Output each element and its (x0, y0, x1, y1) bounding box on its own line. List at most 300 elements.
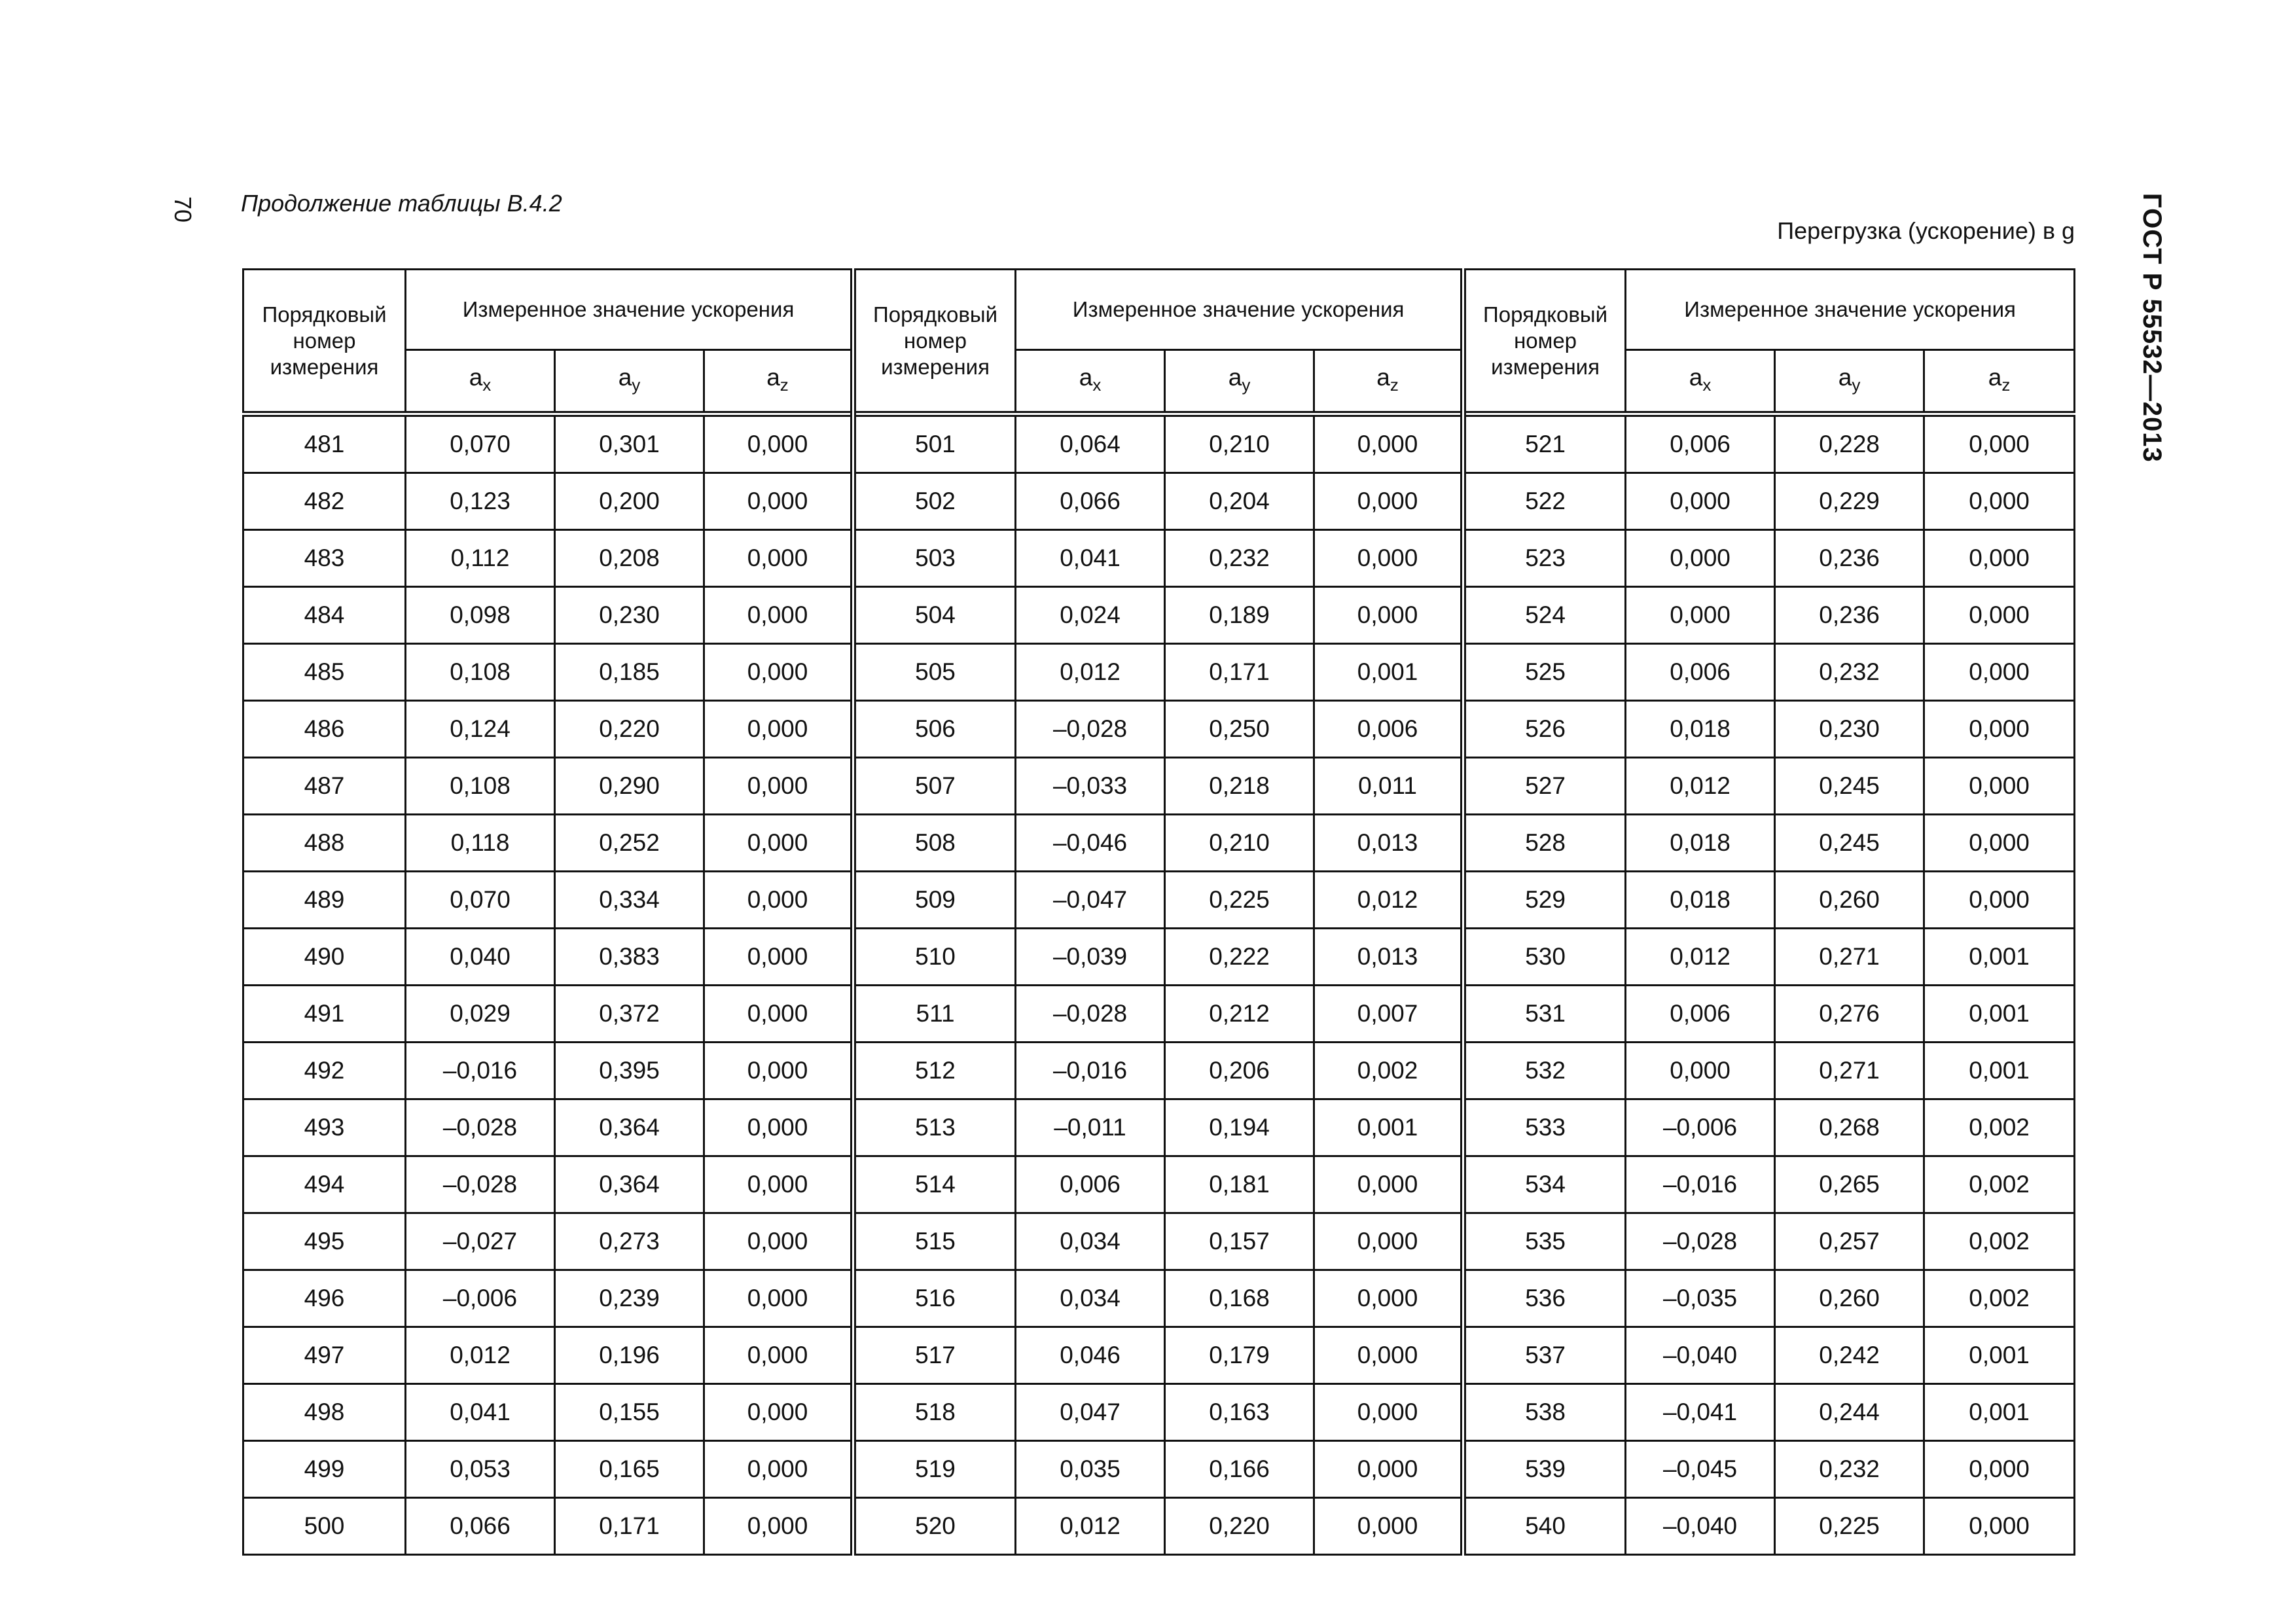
measurement-number-cell: 522 (1463, 473, 1626, 530)
table-row (243, 1327, 2075, 1384)
acceleration-value-cell: 0,001 (1314, 644, 1463, 701)
measurement-number-cell: 495 (243, 1213, 406, 1270)
acceleration-value-cell: 0,066 (1016, 473, 1165, 530)
acceleration-value-cell: 0,006 (1626, 414, 1775, 473)
axis-header (704, 350, 853, 414)
measurement-number-cell: 489 (243, 872, 406, 929)
acceleration-value-cell: 0,000 (704, 872, 853, 929)
table-row (243, 644, 2075, 701)
acceleration-value-cell: 0,000 (704, 758, 853, 815)
axis-header (555, 350, 704, 414)
table-row (243, 1384, 2075, 1441)
table-row (243, 587, 2075, 644)
axis-subscript: z (780, 374, 789, 395)
row-number-header: Порядковый номер измерения (243, 270, 406, 414)
axis-subscript: x (482, 374, 492, 395)
acceleration-value-cell: 0,232 (1165, 530, 1314, 587)
acceleration-value-cell: 0,171 (1165, 644, 1314, 701)
axis-header-row (243, 350, 2075, 414)
acceleration-value-cell: 0,166 (1165, 1441, 1314, 1498)
acceleration-value-cell: –0,040 (1626, 1327, 1775, 1384)
axis-subscript: x (1702, 374, 1712, 395)
acceleration-value-cell: –0,016 (1016, 1043, 1165, 1099)
acceleration-value-cell: 0,383 (555, 929, 704, 986)
table-row (243, 929, 2075, 986)
acceleration-value-cell: 0,245 (1775, 758, 1924, 815)
measurement-number-cell: 502 (853, 473, 1016, 530)
acceleration-value-cell: 0,225 (1775, 1498, 1924, 1555)
acceleration-value-cell: 0,000 (704, 530, 853, 587)
acceleration-value-cell: 0,290 (555, 758, 704, 815)
acceleration-value-cell: 0,220 (1165, 1498, 1314, 1555)
axis-symbol: a (1838, 363, 1852, 391)
acceleration-value-cell: 0,230 (555, 587, 704, 644)
acceleration-group-header: Измеренное значение ускорения (406, 270, 853, 350)
measurement-number-cell: 481 (243, 414, 406, 473)
acceleration-value-cell: 0,034 (1016, 1213, 1165, 1270)
acceleration-value-cell: 0,229 (1775, 473, 1924, 530)
acceleration-value-cell: –0,041 (1626, 1384, 1775, 1441)
acceleration-value-cell: 0,000 (1924, 644, 2075, 701)
acceleration-value-cell: 0,189 (1165, 587, 1314, 644)
acceleration-value-cell: 0,000 (1314, 473, 1463, 530)
acceleration-value-cell: 0,181 (1165, 1156, 1314, 1213)
acceleration-value-cell: 0,268 (1775, 1099, 1924, 1156)
acceleration-value-cell: 0,257 (1775, 1213, 1924, 1270)
measurement-number-cell: 504 (853, 587, 1016, 644)
acceleration-value-cell: –0,039 (1016, 929, 1165, 986)
measurement-number-cell: 528 (1463, 815, 1626, 872)
acceleration-value-cell: 0,006 (1016, 1156, 1165, 1213)
acceleration-value-cell: 0,168 (1165, 1270, 1314, 1327)
acceleration-value-cell: 0,212 (1165, 986, 1314, 1043)
measurement-number-cell: 526 (1463, 701, 1626, 758)
measurement-number-cell: 521 (1463, 414, 1626, 473)
axis-header (1314, 350, 1463, 414)
measurement-number-cell: 498 (243, 1384, 406, 1441)
acceleration-value-cell: –0,028 (1626, 1213, 1775, 1270)
measurement-number-cell: 500 (243, 1498, 406, 1555)
acceleration-value-cell: 0,236 (1775, 530, 1924, 587)
measurement-number-cell: 496 (243, 1270, 406, 1327)
acceleration-value-cell: 0,000 (1314, 587, 1463, 644)
acceleration-value-cell: 0,024 (1016, 587, 1165, 644)
acceleration-value-cell: 0,002 (1924, 1270, 2075, 1327)
acceleration-value-cell: 0,000 (1924, 872, 2075, 929)
acceleration-value-cell: 0,232 (1775, 1441, 1924, 1498)
measurement-number-cell: 484 (243, 587, 406, 644)
acceleration-value-cell: 0,372 (555, 986, 704, 1043)
table-row (243, 1043, 2075, 1099)
acceleration-value-cell: 0,364 (555, 1099, 704, 1156)
measurement-number-cell: 537 (1463, 1327, 1626, 1384)
acceleration-value-cell: 0,012 (406, 1327, 555, 1384)
measurement-number-cell: 534 (1463, 1156, 1626, 1213)
acceleration-value-cell: 0,112 (406, 530, 555, 587)
acceleration-value-cell: 0,206 (1165, 1043, 1314, 1099)
acceleration-value-cell: 0,000 (1626, 587, 1775, 644)
acceleration-value-cell: 0,108 (406, 758, 555, 815)
acceleration-value-cell: 0,118 (406, 815, 555, 872)
acceleration-value-cell: –0,016 (1626, 1156, 1775, 1213)
axis-subscript: y (632, 374, 641, 395)
header-row (243, 270, 2075, 350)
acceleration-value-cell: 0,228 (1775, 414, 1924, 473)
acceleration-value-cell: 0,002 (1924, 1099, 2075, 1156)
measurement-number-cell: 508 (853, 815, 1016, 872)
measurement-number-cell: 483 (243, 530, 406, 587)
measurement-number-cell: 497 (243, 1327, 406, 1384)
measurement-number-cell: 523 (1463, 530, 1626, 587)
acceleration-value-cell: –0,040 (1626, 1498, 1775, 1555)
measurement-number-cell: 509 (853, 872, 1016, 929)
measurement-number-cell: 538 (1463, 1384, 1626, 1441)
measurement-number-cell: 518 (853, 1384, 1016, 1441)
table-row (243, 758, 2075, 815)
table-row (243, 872, 2075, 929)
acceleration-value-cell: 0,276 (1775, 986, 1924, 1043)
measurement-number-cell: 513 (853, 1099, 1016, 1156)
measurement-number-cell: 501 (853, 414, 1016, 473)
acceleration-value-cell: 0,179 (1165, 1327, 1314, 1384)
acceleration-value-cell: 0,260 (1775, 872, 1924, 929)
acceleration-value-cell: –0,035 (1626, 1270, 1775, 1327)
measurement-number-cell: 499 (243, 1441, 406, 1498)
acceleration-value-cell: 0,012 (1626, 929, 1775, 986)
acceleration-value-cell: 0,271 (1775, 1043, 1924, 1099)
measurement-number-cell: 533 (1463, 1099, 1626, 1156)
acceleration-value-cell: 0,364 (555, 1156, 704, 1213)
acceleration-value-cell: 0,000 (1314, 1156, 1463, 1213)
acceleration-value-cell: 0,171 (555, 1498, 704, 1555)
axis-symbol: a (766, 363, 780, 391)
acceleration-value-cell: –0,028 (1016, 701, 1165, 758)
acceleration-value-cell: 0,163 (1165, 1384, 1314, 1441)
acceleration-value-cell: 0,002 (1924, 1213, 2075, 1270)
acceleration-value-cell: 0,000 (1924, 815, 2075, 872)
acceleration-value-cell: –0,011 (1016, 1099, 1165, 1156)
acceleration-value-cell: –0,033 (1016, 758, 1165, 815)
measurement-number-cell: 512 (853, 1043, 1016, 1099)
table-row (243, 1213, 2075, 1270)
acceleration-value-cell: 0,200 (555, 473, 704, 530)
acceleration-value-cell: 0,001 (1924, 929, 2075, 986)
acceleration-value-cell: 0,007 (1314, 986, 1463, 1043)
table-row (243, 414, 2075, 473)
measurement-number-cell: 506 (853, 701, 1016, 758)
acceleration-value-cell: 0,001 (1314, 1099, 1463, 1156)
acceleration-value-cell: 0,000 (704, 701, 853, 758)
measurement-number-cell: 529 (1463, 872, 1626, 929)
acceleration-value-cell: 0,196 (555, 1327, 704, 1384)
acceleration-value-cell: 0,012 (1626, 758, 1775, 815)
measurement-number-cell: 490 (243, 929, 406, 986)
acceleration-value-cell: 0,301 (555, 414, 704, 473)
acceleration-value-cell: 0,260 (1775, 1270, 1924, 1327)
acceleration-value-cell: 0,000 (704, 1270, 853, 1327)
table-row (243, 986, 2075, 1043)
acceleration-value-cell: 0,000 (704, 1213, 853, 1270)
table-row (243, 1156, 2075, 1213)
acceleration-value-cell: 0,273 (555, 1213, 704, 1270)
acceleration-value-cell: 0,000 (704, 1384, 853, 1441)
acceleration-value-cell: 0,006 (1626, 986, 1775, 1043)
acceleration-value-cell: 0,000 (1924, 414, 2075, 473)
acceleration-value-cell: –0,028 (406, 1156, 555, 1213)
acceleration-value-cell: 0,000 (1314, 1270, 1463, 1327)
acceleration-value-cell: 0,000 (1626, 530, 1775, 587)
row-number-header: Порядковый номер измерения (853, 270, 1016, 414)
axis-subscript: y (1242, 374, 1251, 395)
acceleration-value-cell: 0,000 (704, 1441, 853, 1498)
acceleration-value-cell: 0,000 (1924, 1441, 2075, 1498)
measurement-number-cell: 487 (243, 758, 406, 815)
acceleration-value-cell: 0,098 (406, 587, 555, 644)
acceleration-value-cell: 0,053 (406, 1441, 555, 1498)
measurement-number-cell: 536 (1463, 1270, 1626, 1327)
acceleration-value-cell: 0,265 (1775, 1156, 1924, 1213)
acceleration-value-cell: 0,108 (406, 644, 555, 701)
page-number: 70 (170, 196, 196, 223)
axis-header (1924, 350, 2075, 414)
acceleration-value-cell: 0,000 (1924, 473, 2075, 530)
axis-symbol: a (618, 363, 632, 391)
acceleration-value-cell: 0,013 (1314, 929, 1463, 986)
acceleration-value-cell: 0,395 (555, 1043, 704, 1099)
acceleration-value-cell: 0,041 (406, 1384, 555, 1441)
acceleration-value-cell: 0,222 (1165, 929, 1314, 986)
acceleration-value-cell: 0,011 (1314, 758, 1463, 815)
acceleration-value-cell: 0,220 (555, 701, 704, 758)
measurement-number-cell: 519 (853, 1441, 1016, 1498)
acceleration-value-cell: 0,006 (1626, 644, 1775, 701)
acceleration-value-cell: 0,070 (406, 872, 555, 929)
acceleration-group-header: Измеренное значение ускорения (1626, 270, 2075, 350)
acceleration-value-cell: 0,000 (704, 644, 853, 701)
acceleration-value-cell: –0,027 (406, 1213, 555, 1270)
acceleration-value-cell: 0,018 (1626, 872, 1775, 929)
axis-symbol: a (469, 363, 483, 391)
measurement-number-cell: 482 (243, 473, 406, 530)
acceleration-value-cell: 0,000 (704, 815, 853, 872)
axis-symbol: a (1689, 363, 1703, 391)
measurement-number-cell: 514 (853, 1156, 1016, 1213)
acceleration-value-cell: 0,194 (1165, 1099, 1314, 1156)
acceleration-value-cell: –0,045 (1626, 1441, 1775, 1498)
acceleration-value-cell: 0,000 (1924, 758, 2075, 815)
measurement-number-cell: 485 (243, 644, 406, 701)
acceleration-value-cell: 0,236 (1775, 587, 1924, 644)
axis-symbol: a (1079, 363, 1093, 391)
axis-symbol: a (1988, 363, 2002, 391)
acceleration-value-cell: 0,000 (704, 986, 853, 1043)
table-row (243, 701, 2075, 758)
measurement-number-cell: 540 (1463, 1498, 1626, 1555)
measurement-number-cell: 515 (853, 1213, 1016, 1270)
acceleration-value-cell: 0,041 (1016, 530, 1165, 587)
acceleration-value-cell: 0,210 (1165, 815, 1314, 872)
measurement-number-cell: 503 (853, 530, 1016, 587)
row-number-header: Порядковый номер измерения (1463, 270, 1626, 414)
measurement-table-container (242, 268, 2075, 1539)
acceleration-value-cell: 0,000 (704, 1043, 853, 1099)
axis-symbol: a (1228, 363, 1242, 391)
acceleration-value-cell: –0,028 (406, 1099, 555, 1156)
acceleration-value-cell: 0,218 (1165, 758, 1314, 815)
measurement-number-cell: 491 (243, 986, 406, 1043)
table-row (243, 1498, 2075, 1555)
table-row (243, 530, 2075, 587)
acceleration-value-cell: 0,239 (555, 1270, 704, 1327)
axis-subscript: z (2001, 374, 2011, 395)
acceleration-value-cell: –0,006 (406, 1270, 555, 1327)
acceleration-value-cell: –0,028 (1016, 986, 1165, 1043)
measurement-number-cell: 492 (243, 1043, 406, 1099)
acceleration-value-cell: 0,070 (406, 414, 555, 473)
acceleration-value-cell: 0,252 (555, 815, 704, 872)
acceleration-value-cell: 0,000 (704, 473, 853, 530)
acceleration-value-cell: 0,000 (1924, 587, 2075, 644)
table-row (243, 815, 2075, 872)
measurement-number-cell: 524 (1463, 587, 1626, 644)
acceleration-value-cell: 0,066 (406, 1498, 555, 1555)
measurement-number-cell: 527 (1463, 758, 1626, 815)
measurement-number-cell: 530 (1463, 929, 1626, 986)
acceleration-value-cell: 0,250 (1165, 701, 1314, 758)
axis-header (406, 350, 555, 414)
acceleration-value-cell: 0,230 (1775, 701, 1924, 758)
acceleration-value-cell: 0,000 (1314, 414, 1463, 473)
acceleration-value-cell: –0,047 (1016, 872, 1165, 929)
acceleration-value-cell: 0,001 (1924, 986, 2075, 1043)
measurement-number-cell: 535 (1463, 1213, 1626, 1270)
acceleration-value-cell: 0,000 (1626, 473, 1775, 530)
measurement-number-cell: 520 (853, 1498, 1016, 1555)
acceleration-value-cell: 0,006 (1314, 701, 1463, 758)
acceleration-value-cell: 0,000 (704, 414, 853, 473)
measurement-number-cell: 507 (853, 758, 1016, 815)
acceleration-value-cell: 0,124 (406, 701, 555, 758)
acceleration-value-cell: 0,000 (1314, 1384, 1463, 1441)
acceleration-value-cell: 0,034 (1016, 1270, 1165, 1327)
measurement-number-cell: 531 (1463, 986, 1626, 1043)
acceleration-value-cell: 0,000 (1314, 530, 1463, 587)
measurement-number-cell: 494 (243, 1156, 406, 1213)
measurement-number-cell: 517 (853, 1327, 1016, 1384)
acceleration-value-cell: 0,123 (406, 473, 555, 530)
acceleration-value-cell: 0,002 (1924, 1156, 2075, 1213)
acceleration-value-cell: 0,018 (1626, 815, 1775, 872)
table-row (243, 473, 2075, 530)
units-label: Перегрузка (ускорение) в g (1777, 217, 2075, 244)
acceleration-value-cell: 0,000 (704, 929, 853, 986)
acceleration-value-cell: 0,334 (555, 872, 704, 929)
measurement-number-cell: 532 (1463, 1043, 1626, 1099)
acceleration-value-cell: 0,000 (1314, 1327, 1463, 1384)
measurement-number-cell: 516 (853, 1270, 1016, 1327)
acceleration-value-cell: 0,204 (1165, 473, 1314, 530)
acceleration-value-cell: 0,064 (1016, 414, 1165, 473)
acceleration-value-cell: 0,012 (1314, 872, 1463, 929)
acceleration-value-cell: 0,000 (1924, 1498, 2075, 1555)
acceleration-value-cell: 0,047 (1016, 1384, 1165, 1441)
acceleration-value-cell: 0,232 (1775, 644, 1924, 701)
measurement-number-cell: 510 (853, 929, 1016, 986)
acceleration-value-cell: 0,000 (704, 1099, 853, 1156)
table-body (243, 414, 2075, 1555)
acceleration-value-cell: 0,018 (1626, 701, 1775, 758)
acceleration-value-cell: 0,155 (555, 1384, 704, 1441)
acceleration-value-cell: –0,046 (1016, 815, 1165, 872)
axis-header (1626, 350, 1775, 414)
acceleration-value-cell: –0,006 (1626, 1099, 1775, 1156)
acceleration-value-cell: 0,000 (704, 1156, 853, 1213)
axis-subscript: z (1390, 374, 1399, 395)
acceleration-value-cell: 0,000 (1314, 1213, 1463, 1270)
acceleration-value-cell: 0,001 (1924, 1043, 2075, 1099)
acceleration-value-cell: 0,244 (1775, 1384, 1924, 1441)
measurement-number-cell: 511 (853, 986, 1016, 1043)
measurement-table (242, 268, 2075, 1556)
acceleration-value-cell: –0,016 (406, 1043, 555, 1099)
acceleration-value-cell: 0,000 (1626, 1043, 1775, 1099)
acceleration-value-cell: 0,165 (555, 1441, 704, 1498)
acceleration-value-cell: 0,000 (1314, 1441, 1463, 1498)
axis-symbol: a (1376, 363, 1390, 391)
axis-subscript: x (1092, 374, 1102, 395)
acceleration-value-cell: 0,225 (1165, 872, 1314, 929)
measurement-number-cell: 525 (1463, 644, 1626, 701)
acceleration-value-cell: 0,001 (1924, 1327, 2075, 1384)
measurement-number-cell: 486 (243, 701, 406, 758)
acceleration-value-cell: 0,046 (1016, 1327, 1165, 1384)
acceleration-value-cell: 0,000 (704, 587, 853, 644)
axis-header (1775, 350, 1924, 414)
acceleration-value-cell: 0,000 (1314, 1498, 1463, 1555)
acceleration-value-cell: 0,001 (1924, 1384, 2075, 1441)
axis-header (1016, 350, 1165, 414)
acceleration-value-cell: 0,208 (555, 530, 704, 587)
acceleration-value-cell: 0,013 (1314, 815, 1463, 872)
table-row (243, 1270, 2075, 1327)
acceleration-value-cell: 0,000 (1924, 701, 2075, 758)
acceleration-value-cell: 0,185 (555, 644, 704, 701)
measurement-number-cell: 488 (243, 815, 406, 872)
measurement-number-cell: 493 (243, 1099, 406, 1156)
acceleration-value-cell: 0,271 (1775, 929, 1924, 986)
acceleration-value-cell: 0,000 (704, 1327, 853, 1384)
standard-designation: ГОСТ Р 55532—2013 (2138, 193, 2166, 463)
axis-header (1165, 350, 1314, 414)
acceleration-value-cell: 0,035 (1016, 1441, 1165, 1498)
acceleration-value-cell: 0,000 (704, 1498, 853, 1555)
acceleration-value-cell: 0,000 (1924, 530, 2075, 587)
acceleration-value-cell: 0,012 (1016, 644, 1165, 701)
acceleration-value-cell: 0,012 (1016, 1498, 1165, 1555)
acceleration-value-cell: 0,242 (1775, 1327, 1924, 1384)
measurement-number-cell: 505 (853, 644, 1016, 701)
table-row (243, 1441, 2075, 1498)
acceleration-value-cell: 0,245 (1775, 815, 1924, 872)
acceleration-value-cell: 0,002 (1314, 1043, 1463, 1099)
acceleration-value-cell: 0,029 (406, 986, 555, 1043)
acceleration-value-cell: 0,210 (1165, 414, 1314, 473)
table-row (243, 1099, 2075, 1156)
acceleration-value-cell: 0,157 (1165, 1213, 1314, 1270)
table-caption: Продолжение таблицы В.4.2 (241, 190, 562, 217)
acceleration-value-cell: 0,040 (406, 929, 555, 986)
acceleration-group-header: Измеренное значение ускорения (1016, 270, 1463, 350)
